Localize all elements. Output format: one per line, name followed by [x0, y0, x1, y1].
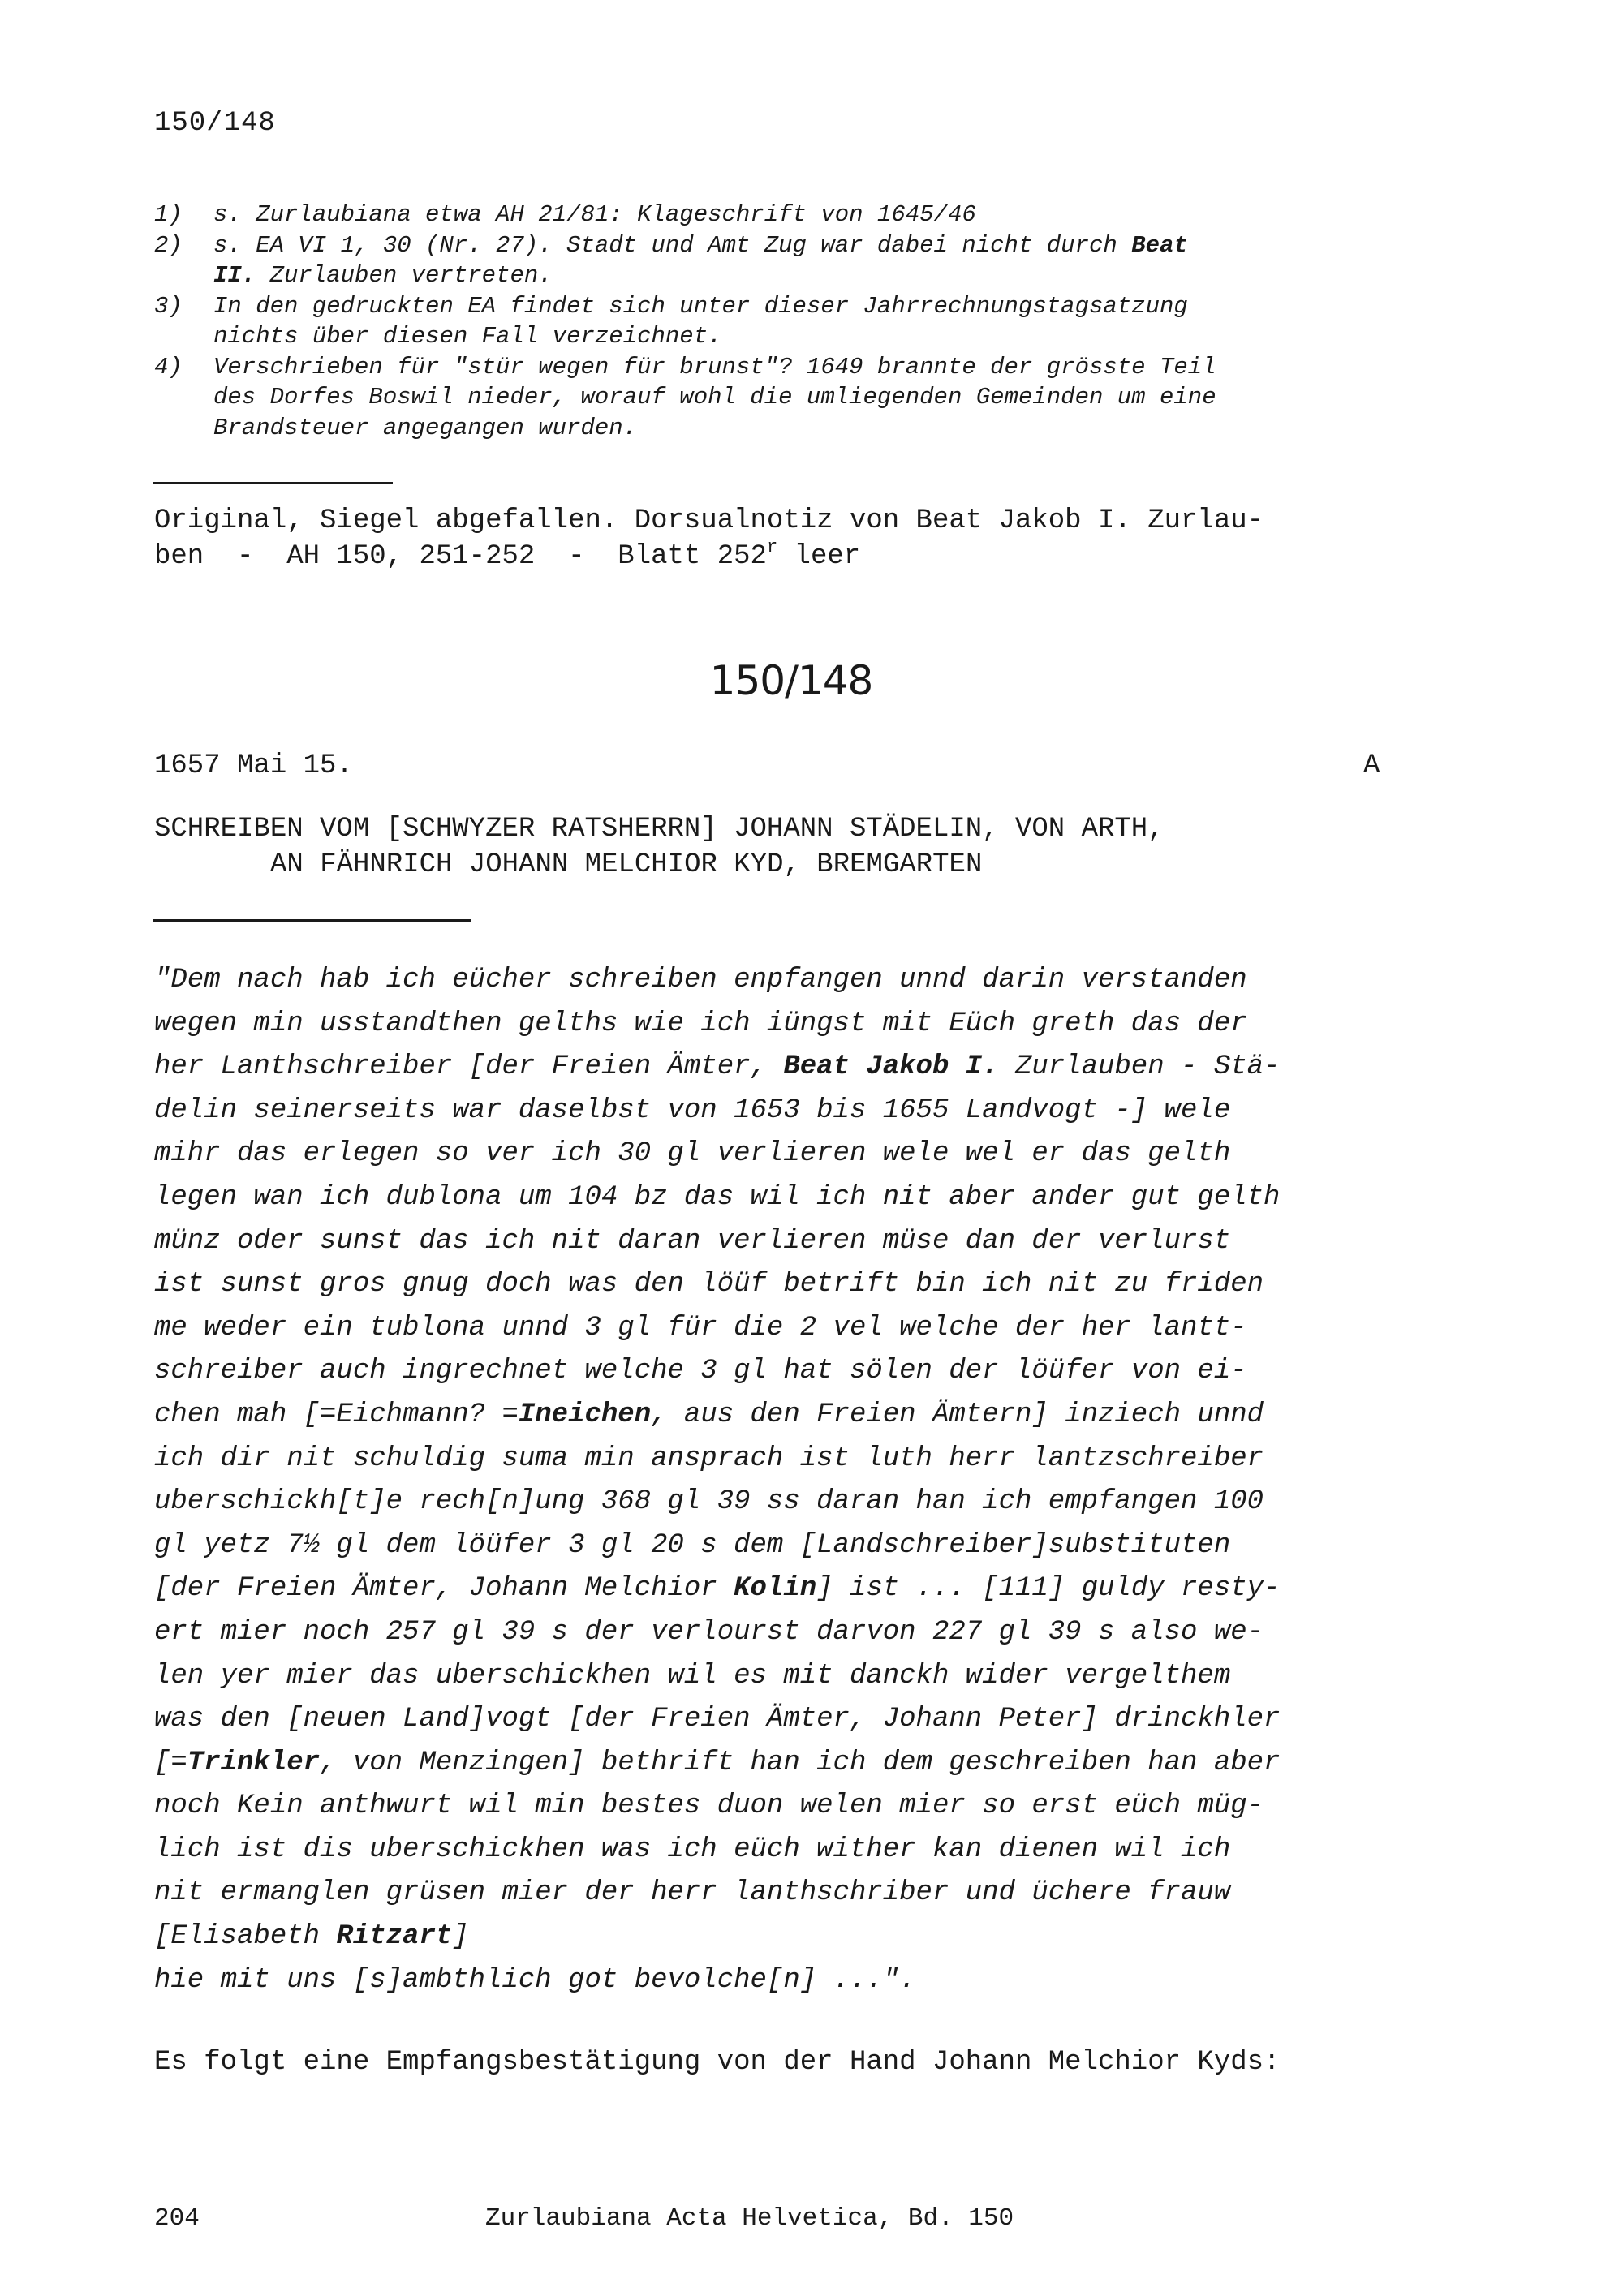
- footnote-emphasis: Beat: [1131, 231, 1188, 259]
- transcription-line: [154, 1176, 1469, 1220]
- transcription-segment: hie mit uns [s]ambthlich got bevolche[n] ...".: [154, 1964, 916, 1996]
- closing-note: Es folgt eine Empfangsbestätigung von der Hand Johann Melchior Kyds:: [154, 2047, 1281, 2078]
- footnote-number: 2): [154, 231, 183, 259]
- footnote-number: 3): [154, 292, 183, 320]
- transcription-segment: ]: [452, 1921, 469, 1953]
- transcription-segment: wegen min usstandthen gelths wie ich iüngst mit Eüch greth das der: [154, 1008, 1247, 1039]
- transcription-line: [154, 1742, 1469, 1786]
- emphasised-name: Ritzart: [336, 1921, 453, 1953]
- emphasised-name: Kolin: [734, 1573, 817, 1605]
- transcription-segment: schreiber auch ingrechnet welche 3 gl hat sölen der löüfer von ei-: [154, 1356, 1247, 1387]
- transcription-line: [154, 1046, 1469, 1090]
- transcription-line: [154, 1698, 1469, 1742]
- transcription-segment: delin seinerseits war daselbst von 1653 bis 1655 Landvogt -] wele: [154, 1094, 1231, 1126]
- transcription-line: [154, 1872, 1469, 1915]
- footnote-line: In den gedruckten EA findet sich unter dieser Jahrrechnungstagsatzung: [213, 292, 1188, 320]
- transcription-segment: me weder ein tublona unnd 3 gl für die 2 vel welche der her lantt-: [154, 1312, 1247, 1344]
- transcription-segment: chen mah [=Eichmann? =: [154, 1399, 519, 1430]
- footnotes-section: [154, 200, 1420, 443]
- footnote-3: [154, 291, 1420, 352]
- footnote-emphasis: II.: [213, 262, 256, 289]
- transcription-segment: , von Menzingen] bethrift han ich dem geschreiben han aber: [320, 1747, 1281, 1778]
- transcription-segment: len yer mier das uberschickhen wil es mit danckh wider vergelthem: [154, 1660, 1231, 1692]
- footnote-text: [213, 230, 1420, 291]
- footnote-text-segment: s. EA VI 1, 30 (Nr. 27). Stadt und Amt Zug war dabei nicht durch: [213, 231, 1132, 259]
- footnote-line: Verschrieben für "stür wegen für brunst"? 1649 brannte der grösste Teil: [213, 353, 1216, 381]
- transcription-line: [154, 1481, 1469, 1524]
- emphasised-name: Trinkler: [187, 1747, 321, 1778]
- document-heading: [154, 811, 1420, 883]
- transcription-line: [154, 1785, 1469, 1829]
- footer-title: Zurlaubiana Acta Helvetica, Bd. 150: [485, 2204, 1014, 2233]
- transcription-segment: , aus den Freien Ämtern] inziech unnd: [651, 1399, 1264, 1430]
- transcription-segment: legen wan ich dublona um 104 bz das wil ich nit aber ander gut gelth: [154, 1181, 1281, 1213]
- footnote-1: [154, 200, 1420, 230]
- transcription-line: [154, 1611, 1469, 1655]
- heading-line: AN FÄHNRICH JOHANN MELCHIOR KYD, BREMGARTEN: [270, 849, 983, 880]
- transcription-segment: uberschickh[t]e rech[n]ung 368 gl 39 ss daran han ich empfangen 100: [154, 1486, 1264, 1518]
- transcription-segment: gl yetz 7½ gl dem löüfer 3 gl 20 s dem [Landschreiber]substituten: [154, 1529, 1231, 1561]
- footnote-text: [213, 291, 1420, 352]
- transcription-line: [154, 1524, 1469, 1568]
- transcription-line: [154, 959, 1469, 1003]
- transcription-segment: Zurlauben - Stä-: [998, 1051, 1281, 1083]
- letter-transcription: [154, 959, 1469, 2002]
- transcription-line: [154, 1350, 1469, 1394]
- page-reference-header: 150/148: [154, 108, 276, 139]
- transcription-line: [154, 1655, 1469, 1699]
- footnote-line: Brandsteuer angegangen wurden.: [213, 414, 638, 441]
- transcription-line: [154, 1307, 1469, 1351]
- footnote-4: [154, 352, 1420, 444]
- transcription-line: [154, 1263, 1469, 1307]
- source-note-superscript: r: [766, 537, 778, 557]
- document-mark: A: [1363, 750, 1380, 781]
- emphasised-name: Beat Jakob I.: [783, 1051, 999, 1083]
- transcription-segment: [der Freien Ämter, Johann Melchior: [154, 1573, 734, 1605]
- transcription-segment: her Lanthschreiber [der Freien Ämter,: [154, 1051, 784, 1083]
- source-note-text: leer: [777, 541, 861, 572]
- transcription-segment: was den [neuen Land]vogt [der Freien Ämter, Johann Peter] drinckhler: [154, 1704, 1281, 1735]
- transcription-segment: münz oder sunst das ich nit daran verlieren müse dan der verlurst: [154, 1225, 1231, 1257]
- footnote-number: 1): [154, 201, 183, 228]
- transcription-line: [154, 1220, 1469, 1264]
- source-note-line: [154, 539, 1420, 574]
- page-number: 204: [154, 2204, 200, 2233]
- transcription-line: [154, 1829, 1469, 1872]
- section-divider: [153, 482, 393, 484]
- source-note-line: Original, Siegel abgefallen. Dorsualnotiz von Beat Jakob I. Zurlau-: [154, 505, 1264, 536]
- transcription-line: [154, 1438, 1469, 1481]
- transcription-line: [154, 1915, 1469, 1959]
- footnote-line: des Dorfes Boswil nieder, worauf wohl die umliegenden Gemeinden um eine: [213, 384, 1216, 411]
- footnote-2: [154, 230, 1420, 291]
- transcription-segment: [Elisabeth: [154, 1921, 337, 1953]
- footnote-text: s. Zurlaubiana etwa AH 21/81: Klageschrift von 1645/46: [213, 201, 976, 228]
- document-date: 1657 Mai 15.: [154, 750, 353, 781]
- footnote-text: [213, 352, 1420, 444]
- heading-line: SCHREIBEN VOM [SCHWYZER RATSHERRN] JOHANN STÄDELIN, VON ARTH,: [154, 814, 1165, 845]
- emphasised-name: Ineichen: [518, 1399, 652, 1430]
- footnote-number: 4): [154, 353, 183, 381]
- transcription-segment: mihr das erlegen so ver ich 30 gl verlieren wele wel er das gelth: [154, 1138, 1231, 1170]
- source-note: [154, 503, 1420, 574]
- source-note-text: ben - AH 150, 251-252 - Blatt 252: [154, 541, 767, 572]
- transcription-line: [154, 1133, 1469, 1176]
- transcription-segment: [=: [154, 1747, 187, 1778]
- transcription-segment: noch Kein anthwurt wil min bestes duon welen mier so erst eüch müg-: [154, 1791, 1264, 1822]
- transcription-line: [154, 1567, 1469, 1611]
- transcription-line: [154, 1394, 1469, 1438]
- section-divider: [153, 919, 471, 922]
- transcription-line: [154, 1003, 1469, 1047]
- transcription-line: [154, 1959, 1469, 2003]
- transcription-line: [154, 1090, 1469, 1133]
- transcription-segment: nit ermanglen grüsen mier der herr lanthschriber und üchere frauw: [154, 1877, 1231, 1909]
- transcription-segment: ert mier noch 257 gl 39 s der verlourst darvon 227 gl 39 s also we-: [154, 1616, 1264, 1648]
- transcription-segment: lich ist dis uberschickhen was ich eüch wither kan dienen wil ich: [154, 1834, 1231, 1865]
- transcription-segment: "Dem nach hab ich eücher schreiben enpfangen unnd darin verstanden: [154, 965, 1247, 995]
- document-title: 150/148: [709, 657, 873, 704]
- transcription-segment: ich dir nit schuldig suma min ansprach ist luth herr lantzschreiber: [154, 1443, 1264, 1474]
- footnote-text-segment: Zurlauben vertreten.: [256, 262, 553, 289]
- transcription-segment: ist sunst gros gnug doch was den löüf betrift bin ich nit zu friden: [154, 1269, 1264, 1301]
- transcription-segment: ] ist ... [111] guldy resty-: [816, 1573, 1281, 1605]
- footnote-line: nichts über diesen Fall verzeichnet.: [213, 323, 722, 350]
